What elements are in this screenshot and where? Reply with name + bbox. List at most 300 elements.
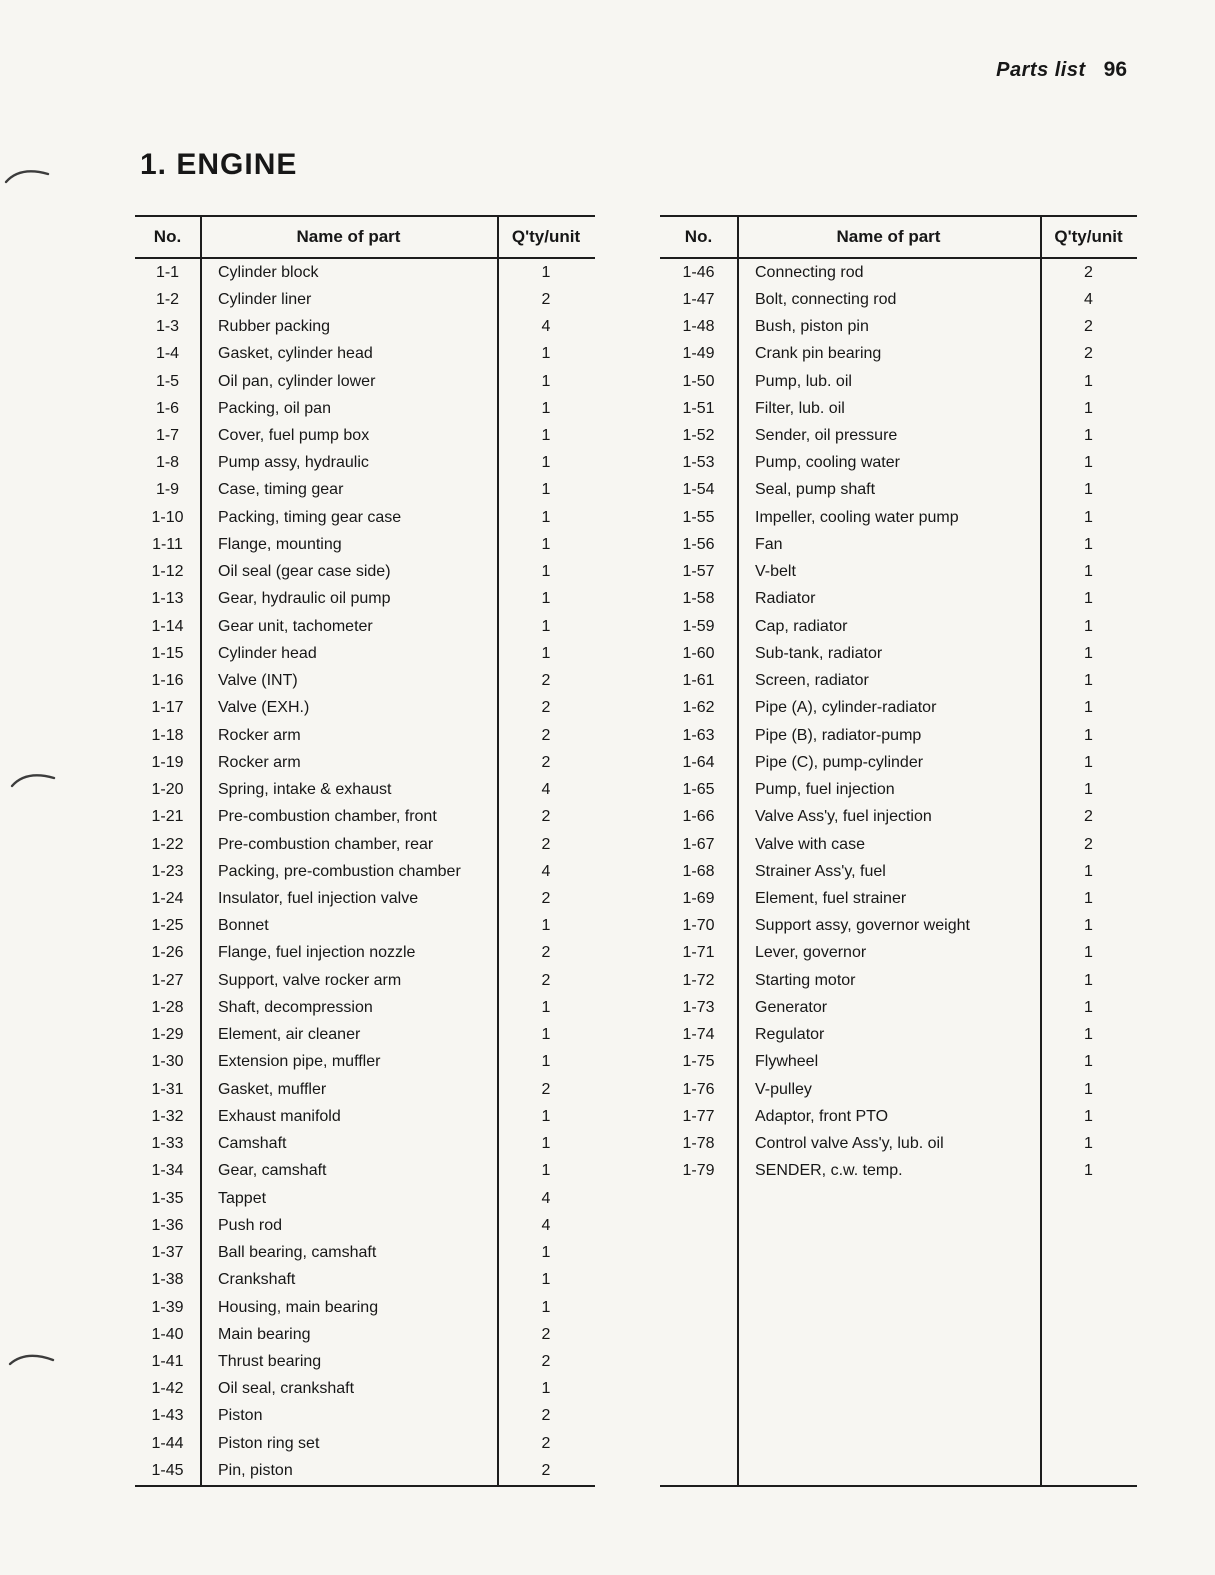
part-name: Exhaust manifold — [218, 1108, 341, 1125]
part-name: Valve Ass'y, fuel injection — [755, 809, 932, 826]
part-qty: 2 — [1084, 319, 1093, 336]
part-name: Tappet — [218, 1190, 267, 1207]
part-qty: 1 — [541, 536, 551, 553]
table-row — [135, 668, 595, 695]
table-row — [135, 749, 595, 776]
table-row — [135, 722, 595, 749]
col-header-qty: Q'ty/unit — [511, 227, 581, 246]
part-name: Support, valve rocker arm — [218, 972, 402, 989]
table-row — [660, 640, 1137, 667]
table-row — [135, 1076, 595, 1103]
part-number: 1-78 — [682, 1136, 715, 1153]
part-qty: 1 — [541, 564, 551, 581]
table-row — [135, 913, 595, 940]
part-number: 1-28 — [151, 999, 184, 1016]
part-name: Flange, mounting — [218, 536, 342, 553]
part-name: Cylinder head — [218, 645, 317, 662]
part-qty: 1 — [541, 1299, 551, 1316]
part-number: 1-7 — [155, 428, 180, 445]
part-number: 1-55 — [682, 509, 715, 526]
part-number: 1-38 — [151, 1272, 184, 1289]
part-number: 1-48 — [682, 319, 715, 336]
table-row — [135, 776, 595, 803]
part-number: 1-30 — [151, 1054, 184, 1071]
part-name: Camshaft — [218, 1136, 287, 1153]
table-row — [660, 940, 1137, 967]
part-name: Pre-combustion chamber, rear — [218, 836, 434, 853]
part-number: 1-18 — [151, 727, 184, 744]
part-qty: 2 — [541, 1081, 551, 1098]
part-number: 1-43 — [151, 1408, 184, 1425]
part-name: Cylinder liner — [218, 291, 312, 308]
part-name: Flywheel — [755, 1054, 819, 1071]
table-row — [135, 1457, 595, 1484]
part-name: Housing, main bearing — [218, 1299, 379, 1316]
table-row — [660, 504, 1137, 531]
part-number: 1-49 — [682, 346, 715, 363]
part-name: Impeller, cooling water pump — [755, 509, 959, 526]
part-qty: 1 — [1084, 645, 1093, 662]
table-row — [660, 259, 1137, 286]
table-row — [660, 994, 1137, 1021]
part-number: 1-47 — [682, 291, 715, 308]
part-name: Oil pan, cylinder lower — [218, 373, 376, 390]
part-qty: 1 — [1084, 536, 1093, 553]
table-body — [660, 259, 1137, 1185]
part-qty: 1 — [1084, 945, 1093, 962]
part-name: Main bearing — [218, 1326, 311, 1343]
part-number: 1-79 — [682, 1163, 715, 1180]
part-qty: 2 — [541, 972, 551, 989]
table-row — [135, 695, 595, 722]
part-number: 1-70 — [682, 918, 715, 935]
part-qty: 1 — [1084, 972, 1093, 989]
part-name: Spring, intake & exhaust — [218, 782, 392, 799]
part-name: Cap, radiator — [755, 618, 848, 635]
part-number: 1-64 — [682, 754, 715, 771]
part-qty: 2 — [541, 727, 551, 744]
part-qty: 1 — [1084, 373, 1093, 390]
column-divider — [497, 217, 499, 1485]
part-qty: 1 — [1084, 999, 1093, 1016]
part-name: Screen, radiator — [755, 673, 869, 690]
column-divider — [200, 217, 202, 1485]
part-number: 1-13 — [151, 591, 184, 608]
part-number: 1-26 — [151, 945, 184, 962]
part-qty: 1 — [1084, 891, 1093, 907]
part-number: 1-66 — [682, 809, 715, 826]
part-name: Crank pin bearing — [755, 346, 882, 363]
table-row — [135, 940, 595, 967]
part-number: 1-6 — [155, 400, 180, 417]
table-row — [135, 1103, 595, 1130]
part-qty: 1 — [1084, 1027, 1093, 1044]
binding-mark-icon — [10, 768, 58, 790]
part-name: Ball bearing, camshaft — [218, 1245, 377, 1262]
part-number: 1-25 — [151, 918, 184, 935]
part-name: Oil seal (gear case side) — [218, 564, 391, 581]
part-qty: 1 — [1084, 863, 1093, 880]
part-number: 1-46 — [682, 264, 715, 281]
part-number: 1-31 — [151, 1081, 184, 1098]
table-row — [660, 776, 1137, 803]
part-name: Filter, lub. oil — [755, 400, 845, 417]
table-row — [135, 1403, 595, 1430]
part-name: Control valve Ass'y, lub. oil — [755, 1136, 944, 1153]
part-name: Pump assy, hydraulic — [218, 455, 369, 472]
part-name: Rocker arm — [218, 754, 301, 771]
part-qty: 2 — [541, 1353, 551, 1370]
table-row — [660, 722, 1137, 749]
table-row — [135, 368, 595, 395]
part-number: 1-60 — [682, 645, 715, 662]
parts-table-left — [135, 215, 595, 1487]
table-body — [135, 259, 595, 1485]
table-row — [135, 1049, 595, 1076]
part-name: Element, air cleaner — [218, 1027, 361, 1044]
table-row — [135, 586, 595, 613]
table-row — [135, 613, 595, 640]
part-number: 1-42 — [151, 1381, 184, 1398]
table-row — [660, 668, 1137, 695]
part-qty: 1 — [1084, 700, 1093, 717]
part-number: 1-59 — [682, 618, 715, 635]
part-number: 1-11 — [152, 536, 183, 553]
part-name: Pipe (A), cylinder-radiator — [755, 700, 937, 717]
table-row — [660, 967, 1137, 994]
part-number: 1-72 — [682, 972, 715, 989]
part-number: 1-68 — [682, 863, 715, 880]
part-name: Support assy, governor weight — [755, 918, 970, 935]
table-row — [660, 286, 1137, 313]
part-qty: 1 — [1084, 455, 1093, 472]
part-qty: 1 — [1084, 754, 1093, 771]
table-row — [135, 477, 595, 504]
part-name: Valve (INT) — [218, 673, 298, 690]
part-name: Gear unit, tachometer — [218, 618, 373, 635]
part-number: 1-16 — [151, 673, 184, 690]
table-row — [135, 858, 595, 885]
part-number: 1-3 — [155, 319, 180, 336]
part-number: 1-29 — [151, 1027, 184, 1044]
table-row — [660, 1022, 1137, 1049]
part-number: 1-73 — [682, 999, 715, 1016]
part-qty: 1 — [1084, 918, 1093, 935]
header-label: Parts list — [996, 59, 1086, 81]
part-name: Radiator — [755, 591, 816, 608]
part-number: 1-14 — [151, 618, 184, 635]
part-name: Bolt, connecting rod — [755, 291, 897, 308]
part-name: Gear, camshaft — [218, 1163, 327, 1180]
part-qty: 2 — [541, 836, 551, 853]
part-number: 1-36 — [151, 1217, 184, 1234]
part-number: 1-20 — [151, 782, 184, 799]
part-number: 1-61 — [682, 673, 715, 690]
part-number: 1-39 — [151, 1299, 184, 1316]
part-name: V-belt — [755, 564, 796, 581]
part-qty: 1 — [541, 428, 551, 445]
part-qty: 1 — [541, 1163, 551, 1180]
part-number: 1-19 — [151, 754, 184, 771]
part-number: 1-17 — [151, 700, 184, 717]
part-qty: 1 — [1084, 1163, 1093, 1180]
column-divider — [1040, 217, 1042, 1485]
table-row — [135, 1239, 595, 1266]
part-number: 1-58 — [682, 591, 715, 608]
part-number: 1-62 — [682, 700, 715, 717]
part-number: 1-34 — [151, 1163, 184, 1180]
part-name: Pipe (B), radiator-pump — [755, 727, 922, 744]
part-number: 1-45 — [151, 1462, 184, 1479]
part-name: Bonnet — [218, 918, 269, 935]
part-number: 1-57 — [682, 564, 715, 581]
part-qty: 1 — [541, 509, 551, 526]
part-qty: 2 — [541, 945, 551, 962]
part-name: Sub-tank, radiator — [755, 645, 883, 662]
table-row — [135, 640, 595, 667]
part-qty: 1 — [541, 1245, 551, 1262]
table-row — [660, 831, 1137, 858]
part-number: 1-67 — [682, 836, 715, 853]
part-qty: 1 — [541, 455, 551, 472]
part-number: 1-2 — [155, 291, 180, 308]
part-name: Piston — [218, 1408, 263, 1425]
part-qty: 4 — [541, 1190, 551, 1207]
table-row — [660, 695, 1137, 722]
part-name: Pump, fuel injection — [755, 782, 895, 799]
table-row — [660, 858, 1137, 885]
part-qty: 4 — [541, 1217, 551, 1234]
part-qty: 1 — [541, 1108, 551, 1125]
part-qty: 1 — [1084, 591, 1093, 608]
part-name: Gear, hydraulic oil pump — [218, 591, 391, 608]
part-qty: 1 — [1084, 1136, 1093, 1153]
part-number: 1-10 — [151, 509, 184, 526]
part-number: 1-50 — [682, 373, 715, 390]
part-number: 1-37 — [151, 1245, 184, 1262]
part-qty: 2 — [541, 809, 551, 826]
table-row — [660, 1103, 1137, 1130]
table-row — [135, 1430, 595, 1457]
part-number: 1-21 — [151, 809, 184, 826]
table-row — [660, 749, 1137, 776]
part-name: Fan — [755, 536, 783, 553]
table-row — [660, 586, 1137, 613]
part-number: 1-76 — [682, 1081, 715, 1098]
part-qty: 2 — [541, 891, 551, 907]
table-row — [660, 395, 1137, 422]
part-qty: 2 — [541, 673, 551, 690]
table-row — [135, 1267, 595, 1294]
part-qty: 1 — [1084, 509, 1093, 526]
table-header-row — [135, 217, 595, 259]
part-name: Pipe (C), pump-cylinder — [755, 754, 924, 771]
col-header-name: Name of part — [836, 227, 941, 246]
part-qty: 1 — [1084, 482, 1093, 499]
part-qty: 1 — [541, 400, 551, 417]
table-row — [135, 994, 595, 1021]
part-qty: 4 — [1084, 291, 1093, 308]
part-number: 1-69 — [682, 891, 715, 907]
part-name: Oil seal, crankshaft — [218, 1381, 355, 1398]
part-number: 1-74 — [682, 1027, 715, 1044]
part-name: Lever, governor — [755, 945, 867, 962]
table-row — [135, 1321, 595, 1348]
part-name: Bush, piston pin — [755, 319, 869, 336]
part-qty: 1 — [1084, 1081, 1093, 1098]
table-row — [135, 1376, 595, 1403]
part-name: Pump, lub. oil — [755, 373, 852, 390]
table-row — [135, 885, 595, 912]
part-name: Pin, piston — [218, 1462, 293, 1479]
part-qty: 2 — [541, 291, 551, 308]
part-qty: 1 — [541, 1027, 551, 1044]
part-number: 1-15 — [151, 645, 184, 662]
part-name: Connecting rod — [755, 264, 864, 281]
part-qty: 4 — [541, 319, 551, 336]
part-qty: 4 — [541, 782, 551, 799]
part-number: 1-4 — [155, 346, 180, 363]
part-qty: 1 — [541, 1054, 551, 1071]
part-name: Packing, pre-combustion chamber — [218, 863, 461, 880]
part-qty: 2 — [541, 1462, 551, 1479]
part-qty: 1 — [1084, 782, 1093, 799]
part-qty: 1 — [541, 1381, 551, 1398]
part-number: 1-27 — [151, 972, 184, 989]
part-qty: 1 — [541, 618, 551, 635]
part-number: 1-40 — [151, 1326, 184, 1343]
part-qty: 2 — [541, 700, 551, 717]
part-number: 1-53 — [682, 455, 715, 472]
table-row — [660, 885, 1137, 912]
table-row — [135, 1212, 595, 1239]
table-row — [135, 450, 595, 477]
part-qty: 2 — [541, 1435, 551, 1452]
part-number: 1-77 — [682, 1108, 715, 1125]
part-name: Insulator, fuel injection valve — [218, 891, 419, 907]
col-header-qty: Q'ty/unit — [1054, 227, 1123, 246]
part-name: Push rod — [218, 1217, 283, 1234]
part-name: Seal, pump shaft — [755, 482, 876, 499]
table-row — [135, 286, 595, 313]
col-header-no: No. — [684, 227, 713, 246]
table-row — [135, 395, 595, 422]
part-qty: 1 — [541, 482, 551, 499]
table-row — [660, 1076, 1137, 1103]
part-qty: 1 — [1084, 673, 1093, 690]
part-number: 1-1 — [155, 264, 180, 281]
column-divider — [737, 217, 739, 1485]
table-row — [135, 313, 595, 340]
part-qty: 1 — [541, 999, 551, 1016]
part-qty: 1 — [1084, 618, 1093, 635]
part-number: 1-56 — [682, 536, 715, 553]
part-name: Packing, oil pan — [218, 400, 331, 417]
part-name: V-pulley — [755, 1081, 812, 1098]
part-qty: 1 — [541, 645, 551, 662]
part-qty: 1 — [1084, 428, 1093, 445]
part-qty: 2 — [541, 1408, 551, 1425]
part-name: Rocker arm — [218, 727, 301, 744]
table-row — [135, 1022, 595, 1049]
table-row — [135, 804, 595, 831]
table-row — [660, 531, 1137, 558]
part-number: 1-22 — [151, 836, 184, 853]
table-row — [660, 368, 1137, 395]
part-number: 1-23 — [151, 863, 184, 880]
part-name: Valve (EXH.) — [218, 700, 310, 717]
table-row — [135, 504, 595, 531]
table-row — [660, 1131, 1137, 1158]
part-qty: 1 — [1084, 1054, 1093, 1071]
table-header-row — [660, 217, 1137, 259]
table-row — [135, 967, 595, 994]
part-number: 1-75 — [682, 1054, 715, 1071]
part-qty: 2 — [541, 754, 551, 771]
binding-mark-icon — [8, 1348, 56, 1370]
table-row — [660, 804, 1137, 831]
part-name: Rubber packing — [218, 319, 331, 336]
table-row — [660, 1158, 1137, 1185]
part-name: Extension pipe, muffler — [218, 1054, 381, 1071]
col-header-no: No. — [153, 227, 182, 246]
part-qty: 1 — [1084, 727, 1093, 744]
part-name: Piston ring set — [218, 1435, 320, 1452]
part-name: Starting motor — [755, 972, 856, 989]
table-row — [135, 1158, 595, 1185]
part-number: 1-35 — [151, 1190, 184, 1207]
part-number: 1-71 — [682, 945, 715, 962]
part-name: Thrust bearing — [218, 1353, 322, 1370]
part-name: SENDER, c.w. temp. — [755, 1163, 903, 1180]
part-name: Cylinder block — [218, 264, 319, 281]
part-name: Crankshaft — [218, 1272, 296, 1289]
part-number: 1-65 — [682, 782, 715, 799]
part-name: Element, fuel strainer — [755, 891, 907, 907]
part-name: Valve with case — [755, 836, 865, 853]
table-row — [135, 341, 595, 368]
part-number: 1-5 — [155, 373, 180, 390]
part-name: Flange, fuel injection nozzle — [218, 945, 416, 962]
table-row — [660, 913, 1137, 940]
part-qty: 1 — [541, 918, 551, 935]
section-title: 1. ENGINE — [140, 148, 298, 181]
part-number: 1-12 — [151, 564, 184, 581]
part-name: Gasket, cylinder head — [218, 346, 373, 363]
part-qty: 1 — [541, 1136, 551, 1153]
part-name: Pre-combustion chamber, front — [218, 809, 437, 826]
part-number: 1-8 — [155, 455, 180, 472]
table-row — [135, 559, 595, 586]
part-qty: 4 — [541, 863, 551, 880]
part-number: 1-63 — [682, 727, 715, 744]
part-name: Generator — [755, 999, 828, 1016]
table-row — [660, 1049, 1137, 1076]
part-qty: 2 — [1084, 809, 1093, 826]
part-qty: 2 — [1084, 264, 1093, 281]
part-qty: 1 — [541, 591, 551, 608]
parts-table-right — [660, 215, 1137, 1487]
part-number: 1-51 — [682, 400, 715, 417]
table-row — [660, 613, 1137, 640]
table-row — [135, 1294, 595, 1321]
part-number: 1-33 — [151, 1136, 184, 1153]
table-row — [660, 313, 1137, 340]
table-row — [660, 477, 1137, 504]
part-qty: 1 — [1084, 400, 1093, 417]
part-qty: 2 — [1084, 346, 1093, 363]
part-number: 1-24 — [151, 891, 184, 907]
